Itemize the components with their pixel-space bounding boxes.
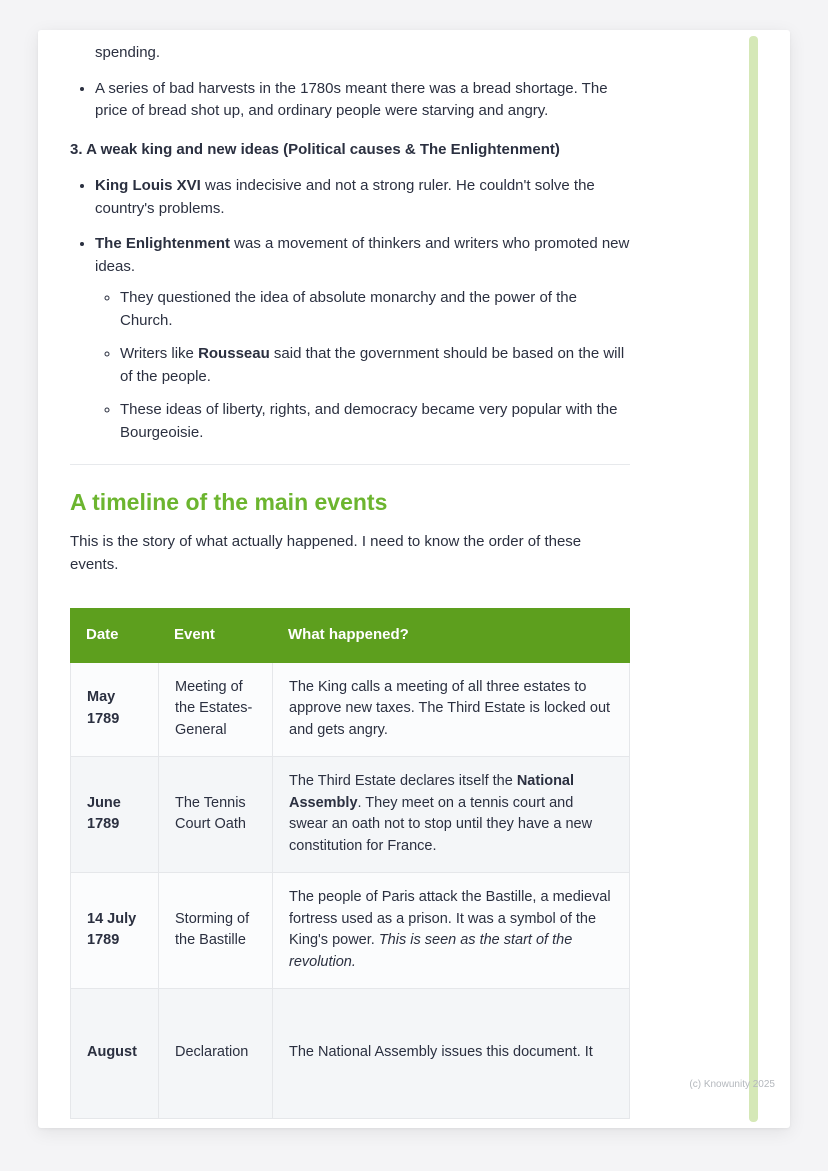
document-content xyxy=(70,42,630,1119)
cell-event: Declaration xyxy=(158,989,272,1119)
bold-text: National Assembly xyxy=(289,772,575,811)
column-header-date: Date xyxy=(70,608,158,663)
cell-date: 14 July 1789 xyxy=(70,873,158,989)
text: . They meet on a tennis court and swear an oath not to stop until they have a new constitution for France. xyxy=(289,794,593,855)
list-item-enlightenment xyxy=(95,233,630,444)
table-header-row xyxy=(70,608,630,663)
bold-text: The Enlightenment xyxy=(95,235,230,252)
cell-what xyxy=(272,757,630,873)
table-row-may-1789 xyxy=(70,663,630,757)
text: was indecisive and not a strong ruler. He couldn't solve the country's problems. xyxy=(95,177,595,217)
watermark: (c) Knowunity 2025 xyxy=(689,1079,775,1090)
cell-date: August xyxy=(70,989,158,1119)
text: The people of Paris attack the Bastille, a medieval fortress used as a prison. It was a symbol of the King's power. xyxy=(289,888,611,949)
column-header-what: What happened? xyxy=(272,608,630,663)
column-header-event: Event xyxy=(158,608,272,663)
bold-text: Rousseau xyxy=(198,345,270,362)
text: Writers like xyxy=(120,345,199,362)
section-divider xyxy=(70,464,630,465)
table-row-august xyxy=(70,989,630,1119)
list-item-rousseau xyxy=(120,343,630,388)
table-row-june-1789 xyxy=(70,757,630,873)
text: was a movement of thinkers and writers who promoted new ideas. xyxy=(95,235,630,275)
green-accent-bar xyxy=(749,36,758,1122)
political-bullet-list xyxy=(70,175,630,444)
section-heading-political: 3. A weak king and new ideas (Political causes & The Enlightenment) xyxy=(70,140,560,158)
text: A series of bad harvests in the 1780s meant there was a bread shortage. The price of bread shot up, and ordinary people were starving and angry. xyxy=(95,79,608,119)
italic-text: This is seen as the start of the revolution. xyxy=(289,932,573,971)
timeline-table xyxy=(70,608,630,1119)
list-item-liberty xyxy=(120,399,630,444)
text: said that the government should be based on the will of the people. xyxy=(120,345,625,385)
enlightenment-sub-list xyxy=(95,287,630,444)
bold-text: King Louis XVI xyxy=(95,177,201,194)
cell-event: The Tennis Court Oath xyxy=(158,757,272,873)
text: They questioned the idea of absolute monarchy and the power of the Church. xyxy=(120,289,577,329)
text: These ideas of liberty, rights, and democracy became very popular with the Bourgeoisie. xyxy=(120,401,618,441)
cell-event: Meeting of the Estates-General xyxy=(158,663,272,757)
list-item-monarchy xyxy=(120,287,630,332)
timeline-intro: This is the story of what actually happened. I need to know the order of these events. xyxy=(70,533,582,573)
list-item-king xyxy=(95,175,630,220)
cell-event: Storming of the Bastille xyxy=(158,873,272,989)
economic-bullet-list xyxy=(70,78,630,123)
cell-what xyxy=(272,663,630,757)
cell-what xyxy=(272,989,630,1119)
cell-what xyxy=(272,873,630,989)
timeline-heading: A timeline of the main events xyxy=(70,489,388,515)
text: The King calls a meeting of all three estates to approve new taxes. The Third Estate is locked out and gets angry. xyxy=(289,678,611,739)
cell-date: May 1789 xyxy=(70,663,158,757)
table-row-14-july-1789 xyxy=(70,873,630,989)
text: The Third Estate declares itself the xyxy=(289,772,517,789)
list-item-harvests xyxy=(95,78,630,123)
page-card xyxy=(38,30,790,1128)
paragraph-continuation: spending. xyxy=(95,44,161,61)
text: The National Assembly issues this document. It xyxy=(289,1044,593,1061)
cell-date: June 1789 xyxy=(70,757,158,873)
